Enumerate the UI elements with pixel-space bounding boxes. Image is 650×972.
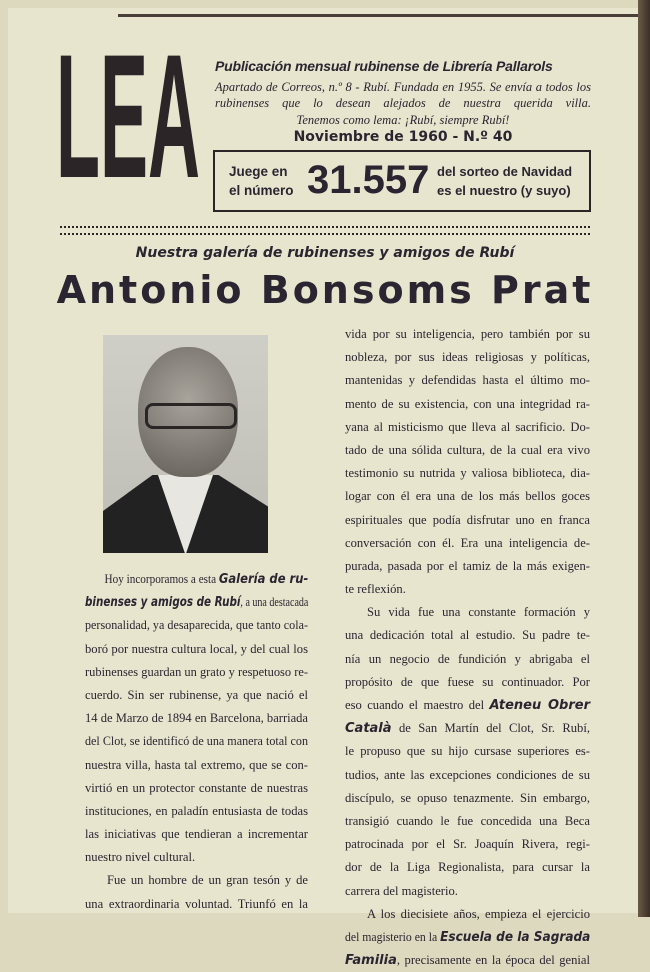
dotted-divider (60, 226, 590, 235)
text: le propuso que su hijo cursase superiores es- (345, 744, 590, 759)
text-line (85, 777, 308, 800)
text: nobleza, por sus ideas religiosas y políticas, (345, 350, 590, 365)
text: eso cuando el maestro del (345, 698, 490, 712)
text: las iniciativas que tendieran a incrementar (85, 827, 308, 842)
text-line (345, 787, 590, 810)
text: mantenidas y defendidas hasta el último mo- (345, 373, 590, 388)
text: tado de una sólida cultura, de la cual era vivo (345, 442, 590, 457)
text-line (345, 439, 590, 462)
text: de San Martín del Clot, Sr. Rubí, (391, 721, 590, 736)
text: transigió cuando le fue concedida una Beca (345, 813, 590, 828)
bold-text: binenses y amigos de Rubí (85, 595, 241, 611)
photo-glasses (145, 403, 237, 429)
text: yana al misticismo que lleva al sacrificio. Do- (345, 419, 590, 434)
text: conversación con él. Era una inteligencia de- (345, 535, 590, 550)
text-line (345, 416, 590, 439)
text-line (345, 694, 590, 717)
text: del Clot, se identificó de una manera total con (85, 734, 308, 749)
text: 14 de Marzo de 1894 en Barcelona, barriada (85, 711, 308, 726)
bold-text: Familia (345, 953, 397, 969)
article-title: Antonio Bonsoms Prat (56, 268, 594, 312)
text-line (345, 462, 590, 485)
issue-date: Noviembre de 1960 - N.º 40 (293, 129, 513, 145)
lottery-left-2: el número (229, 183, 294, 198)
text: nuestra villa, hasta tal extremo, que se con- (85, 757, 308, 772)
lottery-box (213, 150, 591, 212)
text: espirituales que podía disfrutar uno en franca (345, 512, 590, 527)
text: Su vida fue una constante formación y (367, 605, 590, 620)
text-line (345, 671, 590, 694)
text-line (345, 601, 590, 624)
text-line (345, 555, 590, 578)
text-line (345, 903, 590, 926)
text-line (85, 568, 308, 591)
text: Fue un hombre de un gran tesón y de (107, 873, 308, 888)
text-line (85, 893, 308, 916)
text: virtió en un protector constante de nuestras (85, 780, 308, 795)
text: patrocinada por el Sr. Joaquín Rivera, regi- (345, 837, 590, 852)
text-line (85, 684, 308, 707)
text: testimonio su nutrida y valiosa biblioteca, dia- (345, 466, 590, 481)
text: te reflexión. (345, 582, 406, 597)
text-line (85, 823, 308, 846)
text-line (85, 614, 308, 637)
lottery-number: 31.557 (307, 158, 430, 202)
text-line (85, 661, 308, 684)
book-binding-edge (638, 0, 650, 917)
text: propósito de que fuese su continuador. Por (345, 674, 590, 689)
text-line (345, 393, 590, 416)
text-line (345, 624, 590, 647)
text-line (85, 754, 308, 777)
bold-text: Català (345, 721, 392, 737)
text: carrera del magisterio. (345, 883, 458, 898)
text: nía un negocio de fundición y abrigaba el (345, 651, 590, 666)
lottery-left-1: Juege en (229, 164, 288, 179)
text: dor de la Liga Regionalista, para cursar la (345, 860, 590, 875)
text: del magisterio en la (345, 929, 441, 944)
text-line (345, 578, 590, 601)
text: Hoy incorporamos a esta (104, 572, 219, 586)
text-line (345, 740, 590, 763)
lottery-right-1: del sorteo de Navidad (437, 164, 573, 179)
text: instituciones, en paladín entusiasta de todas (85, 803, 308, 818)
text: boró por nuestra cultura local, y del cual los (85, 641, 308, 656)
text: discípulo, se opuso tenazmente. Sin embargo, (345, 790, 590, 805)
bold-text: Galería de ru- (218, 572, 309, 587)
text-line (345, 323, 590, 346)
portrait-photo (103, 335, 268, 553)
text: rubinenses guardan un grato y respetuoso re- (85, 664, 308, 679)
text-line (85, 638, 308, 661)
lea-logo: LEA (56, 20, 200, 217)
text-line (85, 730, 308, 753)
tagline: Publicación mensual rubinense de Librería Pallarols (215, 58, 553, 74)
text-line (85, 869, 308, 892)
text: una extraordinaria voluntad. Triunfó en la (85, 896, 308, 911)
bold-text: Escuela de la Sagrada (440, 929, 591, 945)
text: personalidad, ya desaparecida, que tanto cola- (85, 618, 308, 633)
paragraph (345, 601, 590, 902)
text-line (85, 591, 308, 614)
text-line (345, 648, 590, 671)
text-line (345, 532, 590, 555)
text-line (345, 509, 590, 532)
text-line (345, 856, 590, 879)
text-line (85, 707, 308, 730)
paragraph (345, 903, 590, 972)
text: , precisamente en la época del genial (396, 953, 590, 968)
lottery-right-2: es el nuestro (y suyo) (437, 183, 571, 198)
publication-info: Apartado de Correos, n.º 8 - Rubí. Fundada en 1955. Se envía a todos los rubinenses que lo desean alejados de nuestra querida villa. (215, 80, 591, 110)
text-line (85, 800, 308, 823)
text-line (345, 949, 590, 972)
bold-text: Ateneu Obrer (489, 698, 590, 713)
right-column (345, 323, 590, 972)
motto: Tenemos como lema: ¡Rubí, siempre Rubí! (296, 113, 510, 127)
text-line (345, 764, 590, 787)
text: , a una destacada (240, 595, 309, 610)
text: logar con él era una de los más bellos goces (345, 489, 590, 504)
left-column (85, 568, 308, 916)
text: A los diecisiete años, empieza el ejercicio (367, 906, 590, 921)
text-line (345, 485, 590, 508)
text-line (345, 717, 590, 740)
text: una dedicación total al estudio. Su padre te- (345, 628, 590, 643)
text-line (345, 810, 590, 833)
section-heading: Nuestra galería de rubinenses y amigos de Rubí (135, 245, 515, 261)
text-line (345, 369, 590, 392)
text: nuestro nivel cultural. (85, 850, 196, 865)
text-line (85, 846, 308, 869)
text: cuerdo. Sin ser rubinense, ya que nació el (85, 687, 308, 702)
text: purada, pasada por el tamiz de la más exigen- (345, 558, 590, 573)
text-line (345, 880, 590, 903)
paragraph (345, 323, 590, 601)
text-line (345, 833, 590, 856)
lottery-left-text (229, 162, 294, 200)
text-line (345, 346, 590, 369)
text: vida por su inteligencia, pero también por su (345, 327, 590, 341)
paragraph (85, 869, 308, 915)
text-line (345, 926, 590, 949)
lottery-right-text (437, 162, 572, 200)
paragraph (85, 568, 308, 869)
text: tudios, ante las excepciones condiciones de su (345, 767, 590, 782)
top-border (118, 14, 648, 17)
text: mento de su existencia, con una integridad ra- (345, 396, 590, 411)
